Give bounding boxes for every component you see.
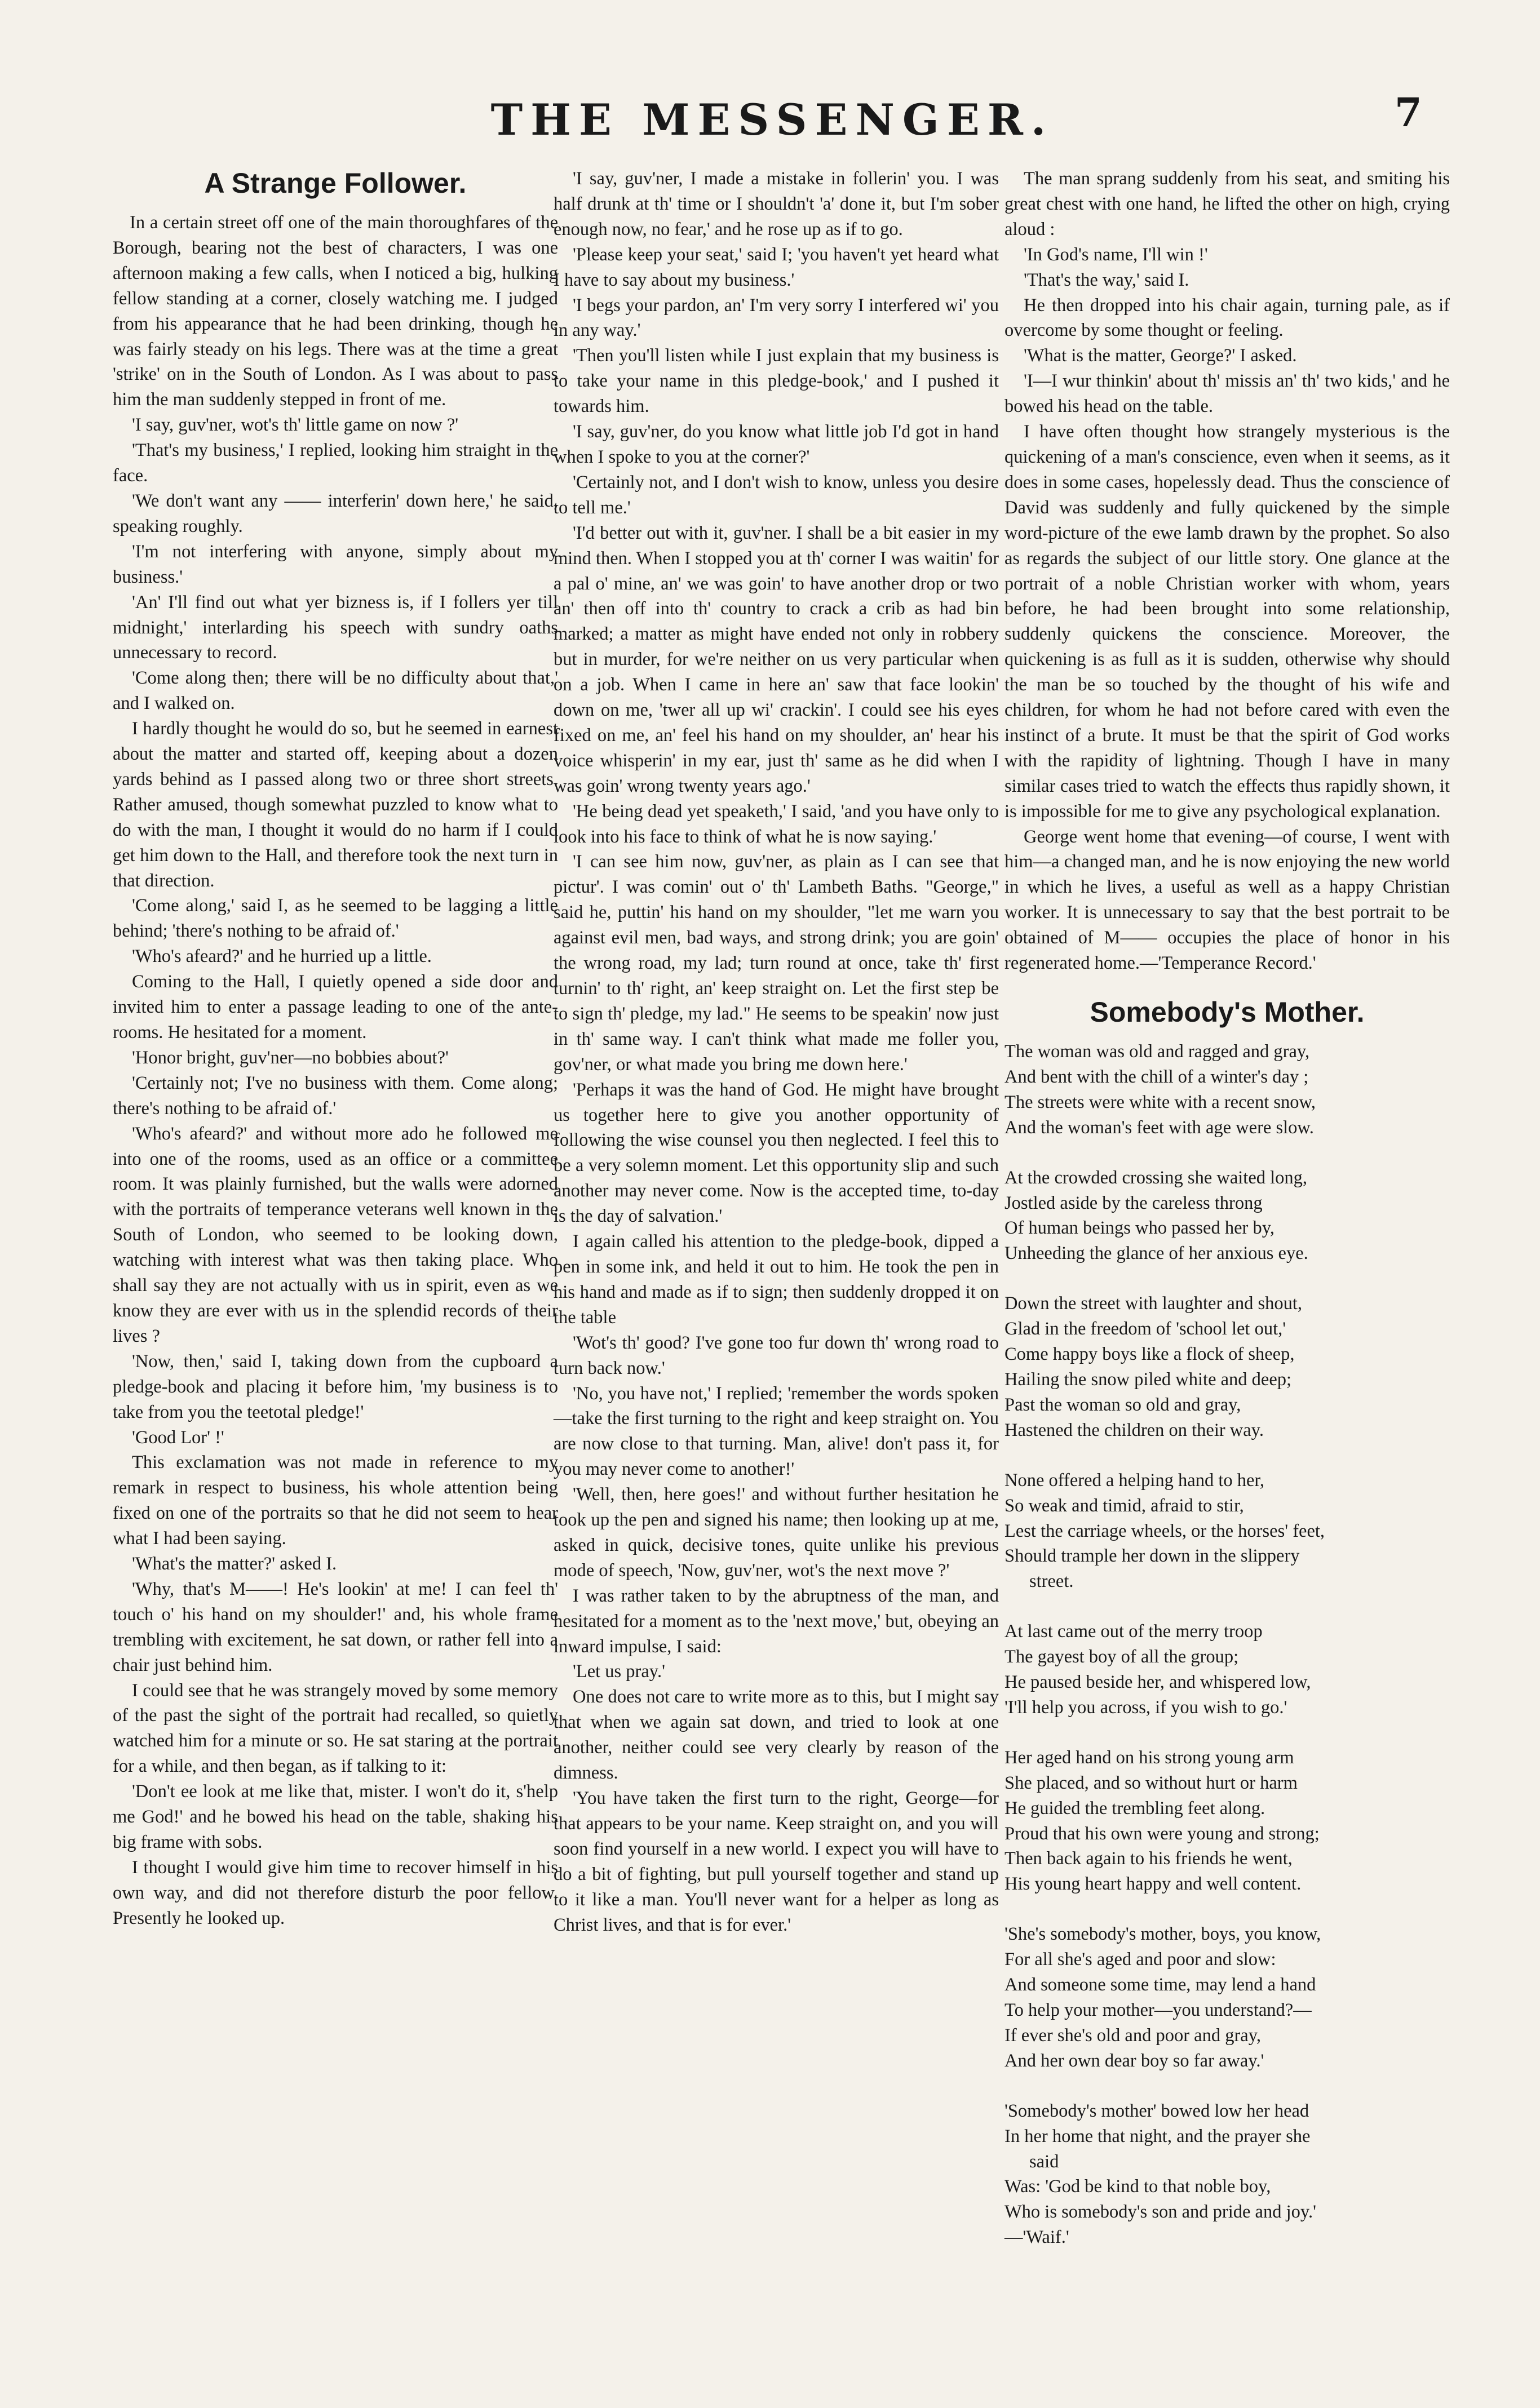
story-paragraph: 'I'd better out with it, guv'ner. I shall be a bit easier in my mind then. When I stopped you at th' corner I was waitin' for a pal o' mine, an' we was goin' to have another drop or two an' then off into th' country to crack a crib as had bin marked; a matter as might have ended not only in robbery but in murder, for we're neither on us very particular when on a job. When I came in here an' saw that face lookin' down on me, 'twer all up wi' crackin'. I could see his eyes fixed on me, an' feel his hand on my shoulder, an' hear his voice whisperin' in my ear, just th' same as he did when I was goin' wrong twenty years ago.' [554, 522, 999, 796]
poem-line: He guided the trembling feet along. [1004, 1798, 1265, 1819]
poem-line: He paused beside her, and whispered low, [1004, 1672, 1311, 1693]
poem-line: And the woman's feet with age were slow. [1004, 1117, 1314, 1138]
story-paragraph: 'I'm not interfering with anyone, simply about my business.' [113, 541, 558, 587]
story-paragraph: 'We don't want any —— interferin' down here,' he said, speaking roughly. [113, 490, 558, 536]
story-paragraph: 'Certainly not; I've no business with them. Come along; there's nothing to be afraid of.' [113, 1072, 558, 1119]
poem-line: Past the woman so old and gray, [1004, 1394, 1241, 1415]
poem-line: And her own dear boy so far away.' [1004, 2050, 1264, 2071]
poem-stanza [1004, 1619, 1450, 1720]
story-paragraph: He then dropped into his chair again, turning pale, as if overcome by some thought or feeling. [1004, 295, 1450, 341]
page-number: 7 [1395, 89, 1422, 136]
column-1 [113, 166, 558, 1931]
masthead-title: THE MESSENGER. [490, 95, 1054, 145]
story-paragraph: 'Please keep your seat,' said I; 'you haven't yet heard what I have to say about my business.' [554, 244, 999, 290]
story-paragraph: I could see that he was strangely moved by some memory of the past the sight of the portrait had recalled, so quietly watched him for a minute or so. He sat staring at the portrait for a while, and then began, as if talking to it: [113, 1680, 558, 1777]
poem-line: said [1029, 2151, 1059, 2172]
poem-stanza [1004, 2099, 1450, 2225]
story-paragraph: I hardly thought he would do so, but he seemed in earnest about the matter and started off, keeping about a dozen yards behind as I passed along two or three short streets. Rather amused, though somewhat puzzled to know what to do with the man, I thought it would do no harm if I could get him down to the Hall, and therefore took the next turn in that direction. [113, 719, 558, 891]
story-paragraph: One does not care to write more as to this, but I might say that when we again sat down, and tried to look at one another, neither could see very clearly by reason of the dimness. [554, 1687, 999, 1784]
poem-line: For all she's aged and poor and slow: [1004, 1949, 1276, 1970]
story-paragraph: I thought I would give him time to recover himself in his own way, and did not therefore disturb the poor fellow. Presently he looked up. [113, 1857, 558, 1928]
poem-line: At the crowded crossing she waited long, [1004, 1167, 1308, 1188]
story-paragraph: 'I—I wur thinkin' about th' missis an' th' two kids,' and he bowed his head on the table. [1004, 371, 1450, 417]
poem-line: Down the street with laughter and shout, [1004, 1293, 1303, 1314]
story-paragraph: 'I say, guv'ner, I made a mistake in follerin' you. I was half drunk at th' time or I shouldn't 'a' done it, but I'm sober enough now, no fear,' and he rose up as if to go. [554, 168, 999, 240]
story-paragraph: 'I say, guv'ner, wot's th' little game on now ?' [132, 415, 459, 436]
story-paragraph: 'Wot's th' good? I've gone too fur down th' wrong road to turn back now.' [554, 1332, 999, 1378]
poem-line: 'Somebody's mother' bowed low her head [1004, 2100, 1309, 2121]
poem-line: street. [1029, 1571, 1074, 1592]
story-paragraph: 'Let us pray.' [573, 1661, 665, 1682]
story-paragraph: 'Then you'll listen while I just explain that my business is to take your name in this pledge-book,' and I pushed it towards him. [554, 345, 999, 417]
poem-line: None offered a helping hand to her, [1004, 1470, 1265, 1491]
poem-line: 'I'll help you across, if you wish to go.' [1004, 1697, 1287, 1718]
poem-line: The gayest boy of all the group; [1004, 1647, 1239, 1668]
poem-line: Her aged hand on his strong young arm [1004, 1747, 1294, 1768]
story-paragraph: 'I can see him now, guv'ner, as plain as I can see that pictur'. I was comin' out o' th' Lambeth Baths. "George," said he, puttin' his hand on my shoulder, "let me warn you against evil men, bad ways, and strong drink; you are goin' the wrong road, my lad; turn round at once, take th' first turnin' to th' right, an' keep straight on. Let the first step be to sign th' pledge, my lad." He seems to be speakin' now just in th' same way. I can't think what made me foller you, gov'ner, or what made you bring me down here.' [554, 852, 999, 1075]
story-paragraph: 'No, you have not,' I replied; 'remember the words spoken—take the first turning to the right and keep straight on. You are now close to that turning. Man, alive! don't pass it, for you may never come to another!' [554, 1383, 999, 1480]
story-paragraph: 'Come along then; there will be no difficulty about that,' and I walked on. [113, 668, 558, 714]
poem-line: The woman was old and ragged and gray, [1004, 1041, 1310, 1062]
story-paragraph: This exclamation was not made in reference to my remark in respect to business, his whole attention being fixed on one of the portraits so that he did not seem to hear what I had been saying. [113, 1452, 558, 1549]
story-paragraph: 'That's my business,' I replied, looking him straight in the face. [113, 440, 558, 486]
poem-line: Lest the carriage wheels, or the horses' feet, [1004, 1520, 1325, 1541]
story-paragraph: 'What is the matter, George?' I asked. [1024, 345, 1297, 366]
poem-stanza [1004, 1291, 1450, 1443]
poem-line: Who is somebody's son and pride and joy.' [1004, 2202, 1317, 2223]
poem-line: Unheeding the glance of her anxious eye. [1004, 1243, 1308, 1264]
story-paragraph: 'I say, guv'ner, do you know what little job I'd got in hand when I spoke to you at the corner?' [554, 422, 999, 467]
story-paragraph: 'Come along,' said I, as he seemed to be lagging a little behind; 'there's nothing to be afraid of.' [113, 895, 558, 942]
column-3 [1004, 166, 1450, 2250]
story-paragraph: I was rather taken to by the abruptness of the man, and hesitated for a moment as to the 'next move,' but, obeying an inward impulse, I said: [554, 1585, 999, 1657]
poem-stanza [1004, 1922, 1450, 2073]
poem-line: The streets were white with a recent snow, [1004, 1092, 1316, 1112]
story-paragraph: 'I begs your pardon, an' I'm very sorry I interfered wi' you in any way.' [554, 295, 999, 341]
poem-line: 'She's somebody's mother, boys, you know, [1004, 1924, 1321, 1945]
story-paragraph: 'Well, then, here goes!' and without further hesitation he took up the pen and signed his name; then looking up at me, asked in quick, decisive tones, quite unlike his previous mode of speech, 'Now, guv'ner, wot's the next move ?' [554, 1484, 999, 1581]
story-paragraph: The man sprang suddenly from his seat, and smiting his great chest with one hand, he lifted the other on high, crying aloud : [1004, 168, 1450, 240]
poem-line: Come happy boys like a flock of sheep, [1004, 1344, 1295, 1365]
story-title: A Strange Follower. [204, 167, 467, 199]
poem-line: Of human beings who passed her by, [1004, 1218, 1275, 1239]
story-paragraph: 'Don't ee look at me like that, mister. I won't do it, s'help me God!' and he bowed his head on the table, shaking his big frame with sobs. [113, 1781, 558, 1852]
poem-stanza [1004, 1468, 1450, 1595]
poem-line: She placed, and so without hurt or harm [1004, 1772, 1298, 1793]
poem-line: If ever she's old and poor and gray, [1004, 2025, 1261, 2046]
story-paragraph: 'Certainly not, and I don't wish to know, unless you desire to tell me.' [554, 472, 999, 518]
story-paragraph: 'Honor bright, guv'ner—no bobbies about?' [132, 1047, 449, 1068]
story-body-part-2 [554, 166, 999, 1937]
poem-line: Then back again to his friends he went, [1004, 1848, 1293, 1869]
story-paragraph: 'You have taken the first turn to the right, George—for that appears to be your name. Keep straight on, and you will soon find yourself in a new world. I expect you will have to do a bit of fighting, but pull yourself together and stand up to it like a man. You'll never want for a helper as long as Christ lives, and that is for ever.' [554, 1788, 999, 1935]
poem-body [1004, 1039, 1450, 2225]
story-paragraph: George went home that evening—of course, I went with him—a changed man, and he is now enjoying the new world in which he lives, a useful as well as a happy Christian worker. It is unnecessary to say that the best portrait to be obtained of M—— occupies the place of honor in his regenerated home.—'Temperance Record.' [1004, 826, 1450, 974]
poem-line: Proud that his own were young and strong; [1004, 1823, 1320, 1844]
poem-line: Glad in the freedom of 'school let out,' [1004, 1319, 1286, 1340]
poem-line: Should trample her down in the slippery [1004, 1546, 1300, 1567]
poem-line: So weak and timid, afraid to stir, [1004, 1495, 1244, 1516]
poem-line: Was: 'God be kind to that noble boy, [1004, 2176, 1271, 2197]
poem-title: Somebody's Mother. [1090, 996, 1365, 1028]
poem-line: His young heart happy and well content. [1004, 1874, 1302, 1895]
story-paragraph: 'That's the way,' said I. [1024, 269, 1189, 290]
story-body-part-3 [1004, 166, 1450, 976]
story-paragraph: 'An' I'll find out what yer bizness is, if I follers yer till midnight,' interlarding his speech with sundry oaths unnecessary to record. [113, 592, 558, 663]
poem-line: At last came out of the merry troop [1004, 1621, 1263, 1642]
story-paragraph: I again called his attention to the pledge-book, dipped a pen in some ink, and held it out to him. He took the pen in his hand and made as if to sign; then suddenly dropped it on the table [554, 1231, 999, 1328]
poem-line: Hastened the children on their way. [1004, 1420, 1264, 1440]
poem-stanza [1004, 1165, 1450, 1267]
story-paragraph: 'Who's afeard?' and he hurried up a little. [132, 946, 432, 967]
poem-stanza [1004, 1039, 1450, 1141]
story-body-part-1 [113, 210, 558, 1931]
poem-line: Jostled aside by the careless throng [1004, 1192, 1263, 1213]
story-paragraph: 'He being dead yet speaketh,' I said, 'and you have only to look into his face to think of what he is now saying.' [554, 801, 999, 847]
story-paragraph: I have often thought how strangely mysterious is the quickening of a man's conscience, even when it seems, as it does in some cases, hopelessly dead. Thus the conscience of David was suddenly and fully quickened by the simple word-picture of the ewe lamb drawn by the prophet. So also as regards the subject of our little story. One glance at the portrait of a noble Christian worker with whom, years before, he had been brought into some relationship, suddenly quickens the conscience. Moreover, the quickening is as full as it is sudden, otherwise why should the man be so touched by the thought of his wife and children, for whom he had not before cared with even the instinct of a brute. It must be that the spirit of God works with the rapidity of lightning. Though I have in many similar cases tried to watch the effects thus rapidly shown, it is impossible for me to give any psychological explanation. [1004, 422, 1450, 822]
column-2 [554, 166, 999, 1937]
poem-line: And someone some time, may lend a hand [1004, 1975, 1316, 1995]
story-paragraph: 'What's the matter?' asked I. [132, 1554, 337, 1575]
poem-line: In her home that night, and the prayer she [1004, 2126, 1311, 2147]
story-paragraph: 'Why, that's M——! He's lookin' at me! I can feel th' touch o' his hand on my shoulder!' and, his whole frame trembling with excitement, he sat down, or rather fell into a chair just behind him. [113, 1578, 558, 1675]
story-paragraph: 'Now, then,' said I, taking down from the cupboard a pledge-book and placing it before him, 'my business is to take from you the teetotal pledge!' [113, 1351, 558, 1422]
story-paragraph: 'In God's name, I'll win !' [1024, 244, 1208, 265]
story-paragraph: 'Good Lor' !' [132, 1427, 224, 1448]
poem-line: And bent with the chill of a winter's day ; [1004, 1066, 1309, 1087]
story-paragraph: 'Perhaps it was the hand of God. He might have brought us together here to give you another opportunity of following the wise counsel you then neglected. I feel this to be a very solemn moment. Let this opportunity slip and such another may never come. Now is the accepted time, to-day is the day of salvation.' [554, 1079, 999, 1227]
poem-signature: —'Waif.' [1004, 2227, 1069, 2248]
story-paragraph: 'Who's afeard?' and without more ado he followed me into one of the rooms, used as an office or a committee room. It was plainly furnished, but the walls were adorned with the portraits of temperance veterans well known in the South of London, who seemed to be looking down, watching with interest what was then taking place. Who shall say they are not actually with us in spirit, even as we know they are ever with us in the splendid records of their lives ? [113, 1123, 558, 1346]
poem-line: Hailing the snow piled white and deep; [1004, 1369, 1292, 1390]
poem-line: To help your mother—you understand?— [1004, 2000, 1312, 2020]
story-paragraph: In a certain street off one of the main thoroughfares of the Borough, bearing not the best of characters, I was one afternoon making a few calls, when I noticed a big, hulking fellow standing at a corner, closely watching me. I judged from his appearance that he had been drinking, though he was fairly steady on his legs. There was at the time a great 'strike' on in the South of London. As I was about to pass him the man suddenly stepped in front of me. [113, 212, 558, 410]
story-paragraph: Coming to the Hall, I quietly opened a side door and invited him to enter a passage leading to one of the ante-rooms. He hesitated for a moment. [113, 972, 558, 1043]
poem-stanza [1004, 1745, 1450, 1897]
